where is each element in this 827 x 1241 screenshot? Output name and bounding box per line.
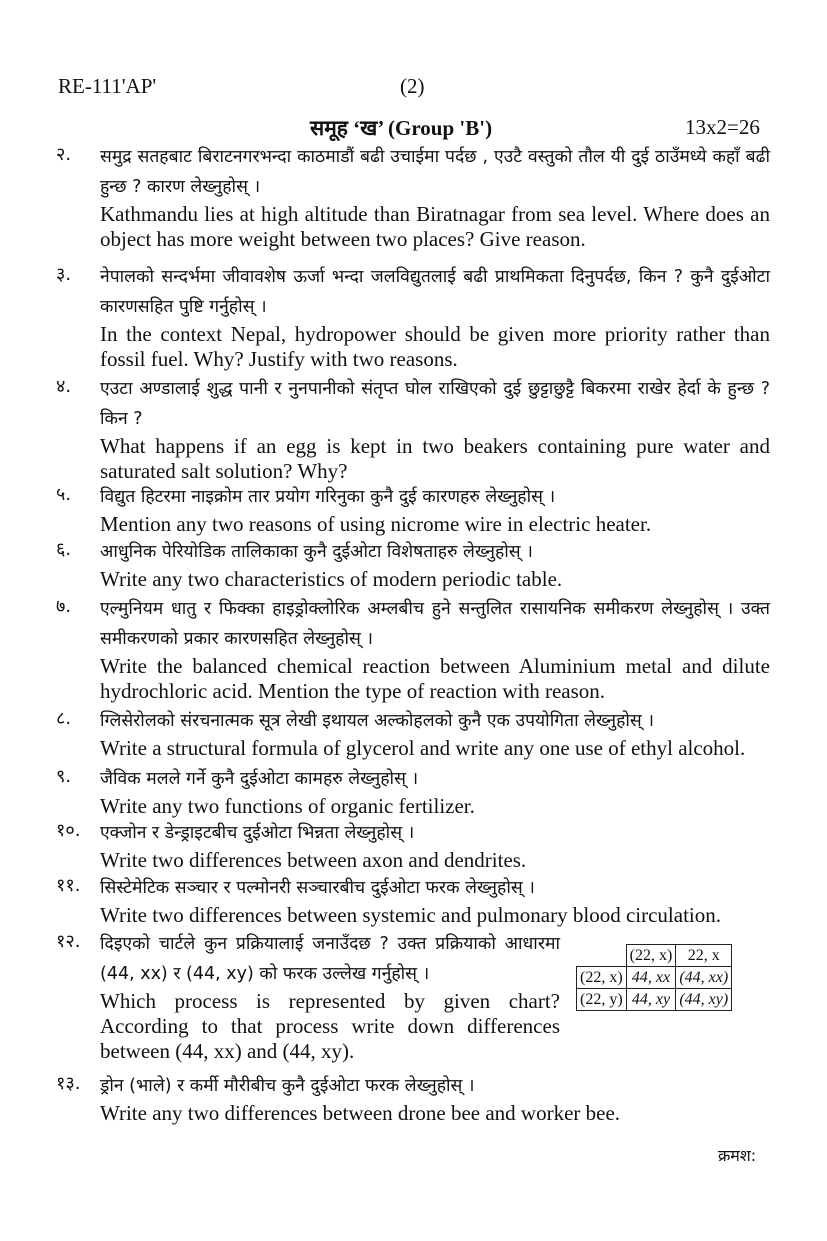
question-english: Write two differences between systemic and pulmonary blood circulation. xyxy=(100,903,721,927)
table-row xyxy=(577,967,732,989)
question-english: Write a structural formula of glycerol and write any one use of ethyl alcohol. xyxy=(100,736,746,760)
question-english: Write any two differences between drone bee and worker bee. xyxy=(100,1101,621,1125)
table-corner-cell xyxy=(577,945,627,967)
question-english: Kathmandu lies at high altitude than Biratnagar from sea level. Where does an object has more weight between two places? Give reason. xyxy=(100,202,770,251)
question-number: १३. xyxy=(56,1073,81,1094)
question-2 xyxy=(56,142,770,252)
question-number: ९. xyxy=(56,766,72,787)
question-number: १२. xyxy=(56,931,81,952)
question-number: ६. xyxy=(56,539,72,560)
question-english: Mention any two reasons of using nicrome wire in electric heater. xyxy=(100,512,652,536)
chromosome-cross-table xyxy=(576,944,732,1011)
question-10 xyxy=(56,818,770,873)
question-english: Write any two characteristics of modern periodic table. xyxy=(100,567,563,591)
question-nepali: ड्रोन (भाले) र कर्मी मौरीबीच कुनै दुईओटा फरक लेख्नुहोस् । xyxy=(100,1076,475,1096)
question-nepali: ग्लिसेरोलको संरचनात्मक सूत्र लेखी इथायल अल्कोहलको कुनै एक उपयोगिता लेख्नुहोस् । xyxy=(100,711,654,731)
table-cell: 44, xy xyxy=(626,989,676,1011)
question-number: ५. xyxy=(56,484,72,505)
table-cell: (44, xx) xyxy=(676,967,732,989)
question-english: Write the balanced chemical reaction between Aluminium metal and dilute hydrochloric acid. Mention the type of reaction with reason. xyxy=(100,654,770,703)
table-header-row xyxy=(577,945,732,967)
question-nepali: सिस्टेमेटिक सञ्चार र पल्मोनरी सञ्चारबीच दुईओटा फरक लेख्नुहोस् । xyxy=(100,878,535,898)
question-13 xyxy=(56,1071,770,1126)
question-nepali: एल्मुनियम धातु र फिक्का हाइड्रोक्लोरिक अम्लबीच हुने सन्तुलित रासायनिक समीकरण लेख्नुहोस् । उक्त समीकरणको प्रकार कारणसहित लेख्नुहोस् । xyxy=(100,599,770,649)
question-11 xyxy=(56,873,770,928)
question-english: Write any two functions of organic fertilizer. xyxy=(100,794,475,818)
question-english: Write two differences between axon and dendrites. xyxy=(100,848,527,872)
question-nepali: आधुनिक पेरियोडिक तालिकाका कुनै दुईओटा विशेषताहरु लेख्नुहोस् । xyxy=(100,542,533,562)
question-english: Which process is represented by given chart? According to that process write down differences between (44, xx) and (44, xy). xyxy=(100,989,560,1063)
question-9 xyxy=(56,764,770,819)
table-cell: (44, xy) xyxy=(676,989,732,1011)
question-number: ८. xyxy=(56,708,72,729)
page-number: (2) xyxy=(400,74,425,98)
question-number: १०. xyxy=(56,820,81,841)
question-4 xyxy=(56,374,770,484)
question-number: ४. xyxy=(56,376,72,397)
question-8 xyxy=(56,706,770,761)
question-nepali: नेपालको सन्दर्भमा जीवावशेष ऊर्जा भन्दा जलविद्युतलाई बढी प्राथमिकता दिनुपर्दछ, किन ? कुनै दुईओटा कारणसहित पुष्टि गर्नुहोस् । xyxy=(100,267,770,317)
table-row-header: (22, x) xyxy=(577,967,627,989)
group-marks: 13x2=26 xyxy=(685,115,760,139)
question-nepali: जैविक मलले गर्ने कुनै दुईओटा कामहरु लेख्नुहोस् । xyxy=(100,769,419,789)
question-number: २. xyxy=(56,144,72,165)
question-nepali: एउटा अण्डालाई शुद्ध पानी र नुनपानीको संतृप्त घोल राखिएको दुई छुट्टाछुट्टै बिकरमा राखेर हेर्दा के हुन्छ ? किन ? xyxy=(100,379,770,429)
question-3 xyxy=(56,262,770,372)
question-number: ७. xyxy=(56,596,72,617)
question-english: In the context Nepal, hydropower should be given more priority rather than fossil fuel. Why? Justify with two reasons. xyxy=(100,322,770,371)
question-number: ११. xyxy=(56,875,81,896)
group-title: समूह ‘ख’ (Group 'B') xyxy=(310,116,493,140)
question-7 xyxy=(56,594,770,704)
paper-code: RE-111'AP' xyxy=(58,74,157,98)
question-5 xyxy=(56,482,770,537)
question-english: What happens if an egg is kept in two beakers containing pure water and saturated salt solution? Why? xyxy=(100,434,770,483)
question-number: ३. xyxy=(56,264,72,285)
table-row-header: (22, y) xyxy=(577,989,627,1011)
question-6 xyxy=(56,537,770,592)
table-header-cell: (22, x) xyxy=(626,945,676,967)
table-row xyxy=(577,989,732,1011)
table-cell: 44, xx xyxy=(626,967,676,989)
question-nepali: समुद्र सतहबाट बिराटनगरभन्दा काठमाडौं बढी उचाईमा पर्दछ , एउटै वस्तुको तौल यी दुई ठाउँमध्ये कहाँ बढी हुन्छ ? कारण लेख्नुहोस् । xyxy=(100,147,770,197)
question-nepali: एक्जोन र डेन्ड्राइटबीच दुईओटा भिन्नता लेख्नुहोस् । xyxy=(100,823,415,843)
question-nepali: विद्युत हिटरमा नाइक्रोम तार प्रयोग गरिनुका कुनै दुई कारणहरु लेख्नुहोस् । xyxy=(100,487,556,507)
continued-label: क्रमश: xyxy=(718,1146,757,1165)
table-header-cell: 22, x xyxy=(676,945,732,967)
question-nepali: दिइएको चार्टले कुन प्रक्रियालाई जनाउँदछ ? उक्त प्रक्रियाको आधारमा (44, xx) र (44, xy) को फरक उल्लेख गर्नुहोस् । xyxy=(100,934,560,984)
